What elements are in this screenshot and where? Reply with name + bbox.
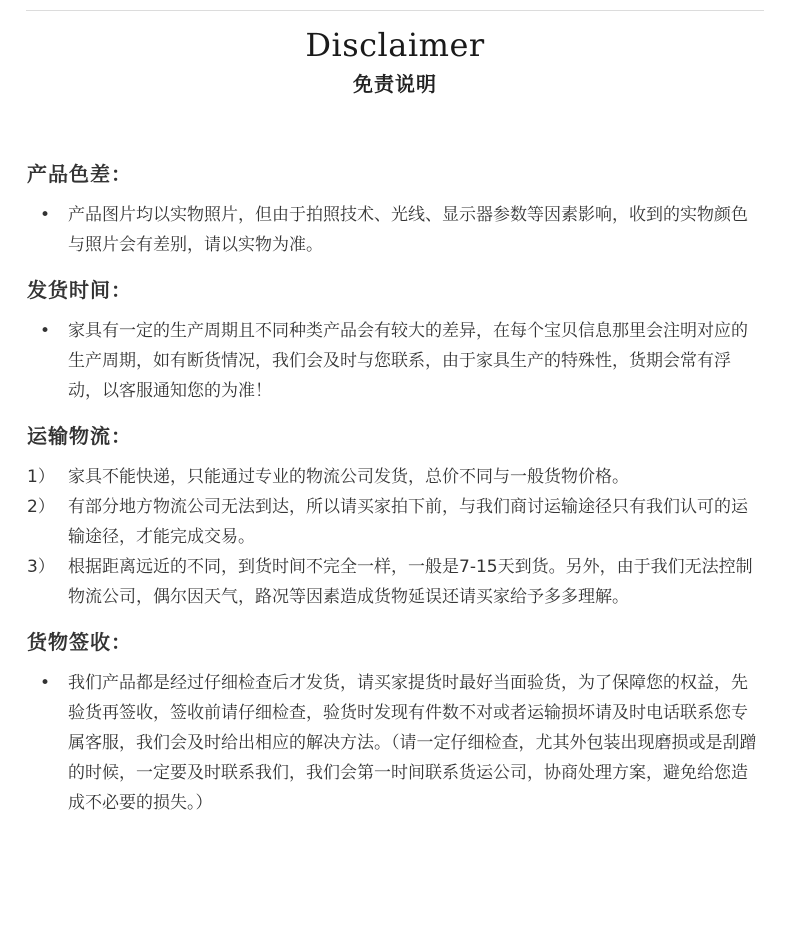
section-title: 发货时间： xyxy=(27,278,132,302)
page-title-english: Disclaimer xyxy=(305,26,485,64)
page-header xyxy=(0,24,790,97)
list-item xyxy=(27,316,764,406)
item-text: 我们产品都是经过仔细检查后才发货，请买家提货时最好当面验货，为了保障您的权益，先验货再签收，签收前请仔细检查，验货时发现有件数不对或者运输损坏请及时电话联系您专属客服，我们会及时给出相应的解决方法。（请一定仔细检查，尤其外包装出现磨损或是刮蹭的时候，一定要及时联系我们，我们会第一时间联系货运公司，协商处理方案，避免给您造成不必要的损失。） xyxy=(68,673,757,813)
item-text: 家具有一定的生产周期且不同种类产品会有较大的差异，在每个宝贝信息那里会注明对应的生产周期，如有断货情况，我们会及时与您联系，由于家具生产的特殊性，货期会常有浮动，以客服通知您的为准！ xyxy=(68,321,748,401)
item-text: 家具不能快递，只能通过专业的物流公司发货，总价不同与一般货物价格。 xyxy=(68,467,629,487)
section-title: 运输物流： xyxy=(27,424,132,448)
number-marker: 2） xyxy=(27,497,55,517)
list-item xyxy=(27,462,764,492)
list-item xyxy=(27,492,764,552)
section-title: 产品色差： xyxy=(27,162,132,186)
section-receipt xyxy=(27,626,764,818)
item-text: 根据距离远近的不同，到货时间不完全一样，一般是7-15天到货。另外，由于我们无法控制物流公司，偶尔因天气，路况等因素造成货物延误还请买家给予多多理解。 xyxy=(68,557,753,607)
bullet-marker: • xyxy=(39,321,51,341)
number-marker: 3） xyxy=(27,557,55,577)
top-divider xyxy=(26,10,764,11)
item-text: 有部分地方物流公司无法到达，所以请买家拍下前，与我们商讨运输途径只有我们认可的运输途径，才能完成交易。 xyxy=(68,497,748,547)
section-color-difference xyxy=(27,158,764,260)
number-marker: 1） xyxy=(27,467,55,487)
list-item xyxy=(27,552,764,612)
bullet-marker: • xyxy=(39,673,51,693)
page-title-chinese: 免责说明 xyxy=(353,72,437,96)
section-delivery-time xyxy=(27,274,764,406)
list-item xyxy=(27,668,764,818)
section-logistics xyxy=(27,420,764,612)
section-title: 货物签收： xyxy=(27,630,132,654)
disclaimer-content xyxy=(27,158,764,832)
bullet-marker: • xyxy=(39,205,51,225)
list-item xyxy=(27,200,764,260)
item-text: 产品图片均以实物照片，但由于拍照技术、光线、显示器参数等因素影响，收到的实物颜色与照片会有差别，请以实物为准。 xyxy=(68,205,748,255)
